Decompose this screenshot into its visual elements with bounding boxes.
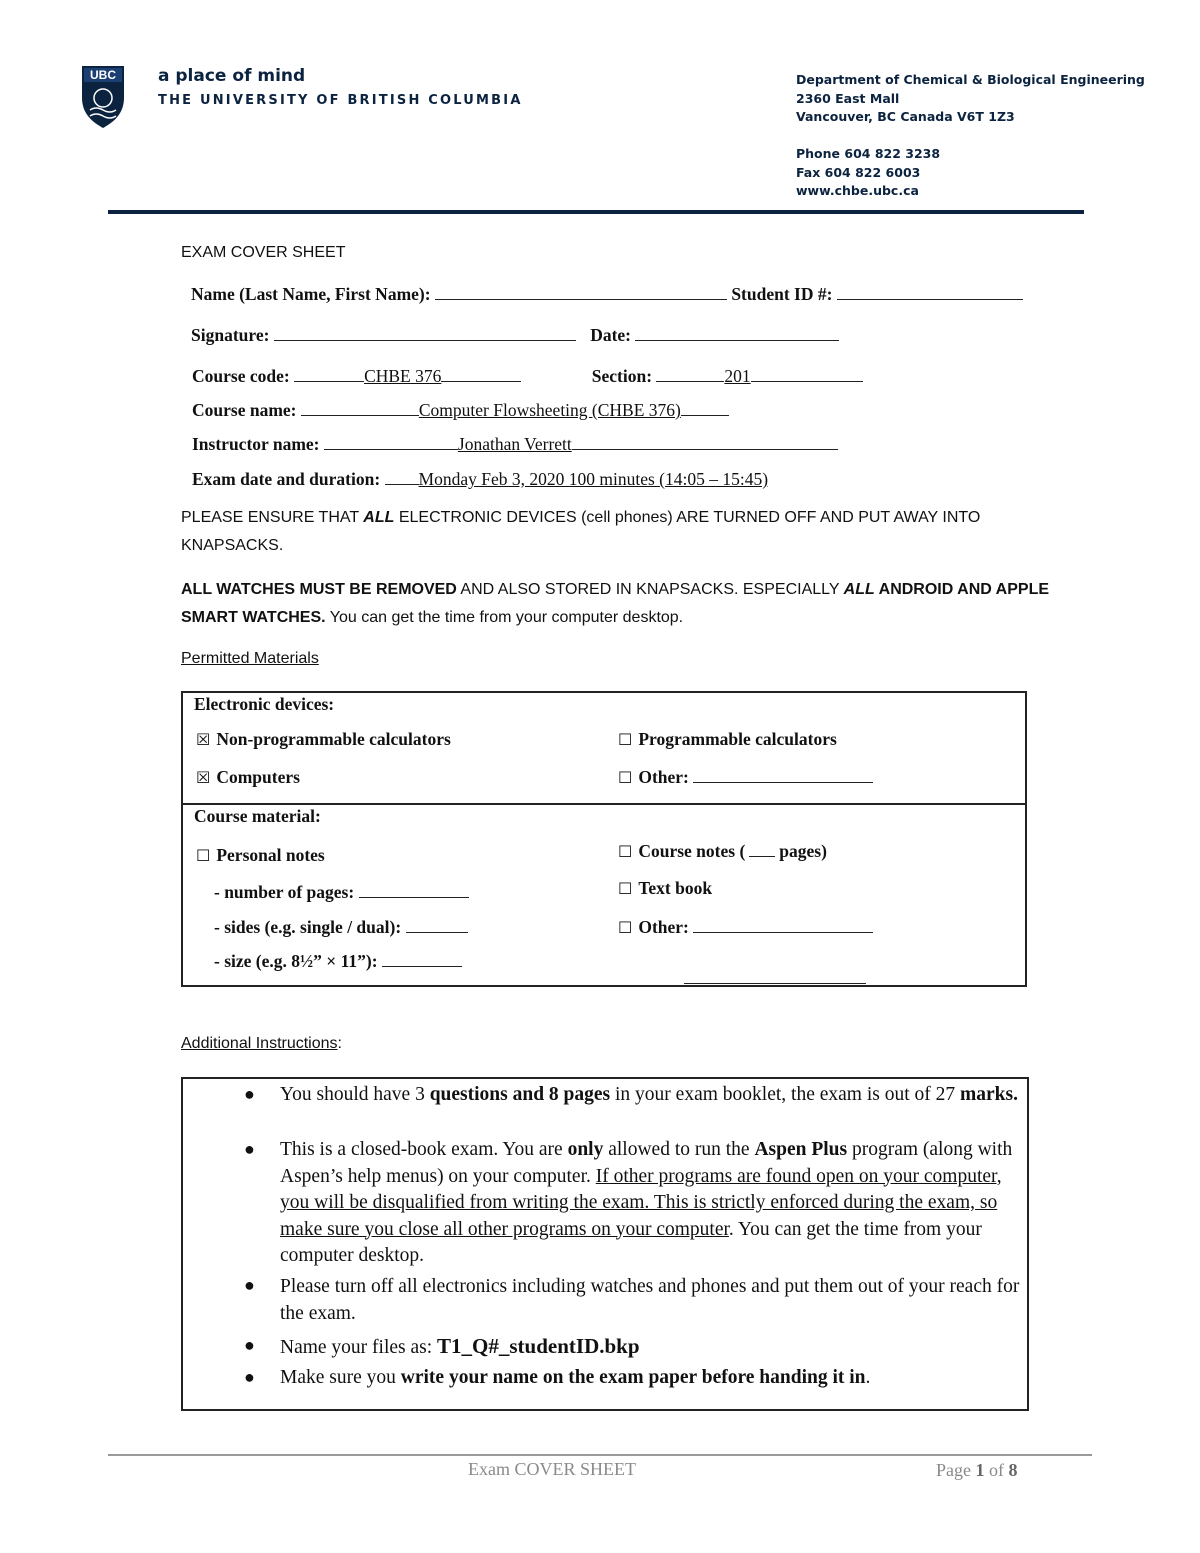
exam-date-row [192,469,768,490]
page-current: 1 [975,1460,985,1480]
other-material-item[interactable] [618,917,873,938]
section-value: 201 [724,366,751,386]
i4-text: Name your files as: [280,1337,438,1358]
prog-calc-label: Programmable calculators [638,729,837,749]
dept-spacer [796,127,1145,146]
course-name-blank-2 [681,414,729,416]
electronics-notice [181,504,1081,560]
course-code-row [192,366,863,387]
notice2-bold-2: ANDROID AND APPLE SMART WATCHES. [181,581,1050,626]
course-notes-pages-blank[interactable] [749,855,775,857]
other-material-line [684,982,866,984]
checkbox-empty-icon[interactable]: ☐ [618,768,633,787]
date-blank[interactable] [635,339,839,341]
checkbox-empty-icon[interactable]: ☐ [618,879,633,898]
sides-row [214,917,468,938]
dept-street: 2360 East Mall [796,90,900,106]
num-pages-row [214,882,469,903]
nonprog-calc-label: Non-programmable calculators [216,729,451,749]
student-id-blank[interactable] [837,298,1023,300]
personal-notes-item[interactable] [196,845,325,866]
dept-website[interactable]: www.chbe.ubc.ca [796,183,919,198]
course-name-row [192,400,729,421]
exam-date-blank [385,483,419,485]
course-name-label: Course name: [192,400,297,420]
course-notes-label-end: pages) [779,841,827,861]
other-devices-item[interactable] [618,767,873,788]
course-code-blank-2 [441,380,521,382]
computers-label: Computers [216,767,300,787]
i2-text-4: . You can get the time from your computer desktop. [280,1218,982,1266]
sides-blank[interactable] [406,931,468,933]
university-name: THE UNIVERSITY OF BRITISH COLUMBIA [158,93,523,108]
additional-instructions-heading [181,1035,342,1053]
permitted-box-divider [181,803,1027,805]
num-pages-label: - number of pages: [214,882,355,902]
course-code-value: CHBE 376 [364,366,442,386]
other-material-blank[interactable] [693,931,873,933]
header-rule [108,210,1084,214]
watches-notice [181,576,1081,632]
other-devices-label: Other: [638,767,689,787]
other-devices-blank[interactable] [693,781,873,783]
checkbox-checked-icon[interactable]: ☒ [196,768,211,787]
instruction-item-3: Please turn off all electronics including watches and phones and put them out of your reach for the exam. [280,1276,1020,1324]
i2-bold-2: Aspen Plus [754,1139,848,1160]
instructor-blank [324,448,458,450]
prog-calc-item[interactable] [618,729,837,750]
name-label: Name (Last Name, First Name): [191,284,431,304]
i1-text-2: in your exam booklet, the exam is out of 27 [610,1084,960,1105]
size-blank[interactable] [382,965,462,967]
size-row [214,951,462,972]
instruction-item-1 [280,1082,1020,1109]
instruction-item-2 [280,1137,1020,1270]
checkbox-empty-icon[interactable]: ☐ [618,918,633,937]
name-blank[interactable] [435,298,727,300]
dept-phone: Phone 604 822 3238 [796,146,941,161]
bullet-icon: ● [244,1139,255,1159]
size-label: - size (e.g. 8½” × 11”): [214,951,378,971]
footer-rule [108,1454,1092,1456]
personal-notes-label: Personal notes [216,845,325,865]
department-address [796,71,1145,201]
notice1-text-end: ELECTRONIC DEVICES (cell phones) ARE TURNED OFF AND PUT AWAY INTO KNAPSACKS. [181,509,981,554]
electronic-devices-heading: Electronic devices: [194,694,335,714]
dept-name: Department of Chemical & Biological Engineering [796,72,1145,87]
i2-text-3: program (along with Aspen’s help menus) on your computer. [280,1139,1013,1187]
dept-city: Vancouver, BC Canada V6T 1Z3 [796,109,1015,124]
signature-blank[interactable] [274,339,576,341]
ubc-crest-logo [80,64,126,130]
exam-date-value: Monday Feb 3, 2020 100 minutes (14:05 – 15:45) [418,469,769,489]
course-name-value: Computer Flowsheeting (CHBE 376) [418,400,681,420]
instructor-value: Jonathan Verrett [457,434,572,454]
instructor-blank-2 [572,448,838,450]
i5-text-2: . [865,1367,871,1388]
exam-date-label: Exam date and duration: [192,469,381,489]
bullet-icon: ● [244,1367,255,1387]
footer-title: Exam COVER SHEET [468,1459,636,1479]
section-blank-2 [751,380,863,382]
course-code-blank [294,380,364,382]
text-book-label: Text book [638,878,713,898]
other-material-label: Other: [638,917,689,937]
i2-text: This is a closed-book exam. You are [280,1139,568,1160]
computers-item[interactable] [196,767,300,788]
bullet-icon: ● [244,1084,255,1104]
i2-bold: only [567,1139,604,1160]
course-material-heading: Course material: [194,806,321,826]
notice1-text: PLEASE ENSURE THAT [181,509,364,526]
i5-bold: write your name on the exam paper before handing it in [400,1367,866,1388]
permitted-materials-heading: Permitted Materials [181,650,319,667]
i2-text-2: allowed to run the [603,1139,755,1160]
section-blank [656,380,724,382]
checkbox-empty-icon[interactable]: ☐ [196,846,211,865]
notice2-emphasis: ALL [843,581,875,598]
page-total: 8 [1008,1460,1018,1480]
dept-fax: Fax 604 822 6003 [796,164,921,180]
i1-bold-2: marks. [960,1084,1018,1105]
other-material-blank-2[interactable] [684,971,866,989]
checkbox-checked-icon[interactable]: ☒ [196,730,211,749]
course-name-blank [301,414,419,416]
i4-filename: T1_Q#_studentID.bkp [437,1334,640,1358]
notice1-emphasis: ALL [363,509,395,526]
page-number [936,1460,1018,1481]
i1-bold: questions and 8 pages [429,1084,611,1105]
instructor-label: Instructor name: [192,434,320,454]
page-label: Page [936,1460,976,1480]
additional-instructions-label: Additional Instructions [181,1035,338,1052]
date-label: Date: [590,325,631,345]
section-label: Section: [591,366,653,386]
page-title: EXAM COVER SHEET [181,244,346,261]
i5-text: Make sure you [280,1367,401,1388]
course-notes-item[interactable] [618,841,827,862]
student-id-label: Student ID #: [731,284,833,304]
checkbox-empty-icon[interactable]: ☐ [618,730,633,749]
i1-text: You should have 3 [280,1084,430,1105]
tagline: a place of mind [158,66,306,86]
num-pages-blank[interactable] [359,896,469,898]
sides-label: - sides (e.g. single / dual): [214,917,402,937]
name-field-row [191,284,1023,305]
notice2-bold-1: ALL WATCHES MUST BE REMOVED [181,581,457,598]
course-notes-label: Course notes ( [638,841,746,861]
nonprog-calc-item[interactable] [196,729,451,750]
text-book-item[interactable] [618,878,712,899]
additional-instructions-colon: : [337,1035,342,1052]
checkbox-empty-icon[interactable]: ☐ [618,842,633,861]
bullet-icon: ● [244,1275,255,1295]
i2-underlined-warning: If other programs are found open on your computer, you will be disqualified from writing the exam. This is strictly enforced during the exam, so make sure you close all other programs on your computer [280,1165,1002,1240]
crest-text: UBC [90,68,116,82]
instruction-item-4 [280,1333,1020,1362]
page-of: of [984,1460,1009,1480]
course-code-label: Course code: [192,366,290,386]
bullet-icon: ● [244,1335,255,1355]
signature-label: Signature: [191,325,270,345]
instruction-item-5 [280,1365,1020,1392]
signature-row [191,325,839,346]
notice2-text-1: AND ALSO STORED IN KNAPSACKS. ESPECIALLY [456,581,844,598]
notice2-text-2: You can get the time from your computer desktop. [325,609,684,626]
instructor-row [192,434,838,455]
